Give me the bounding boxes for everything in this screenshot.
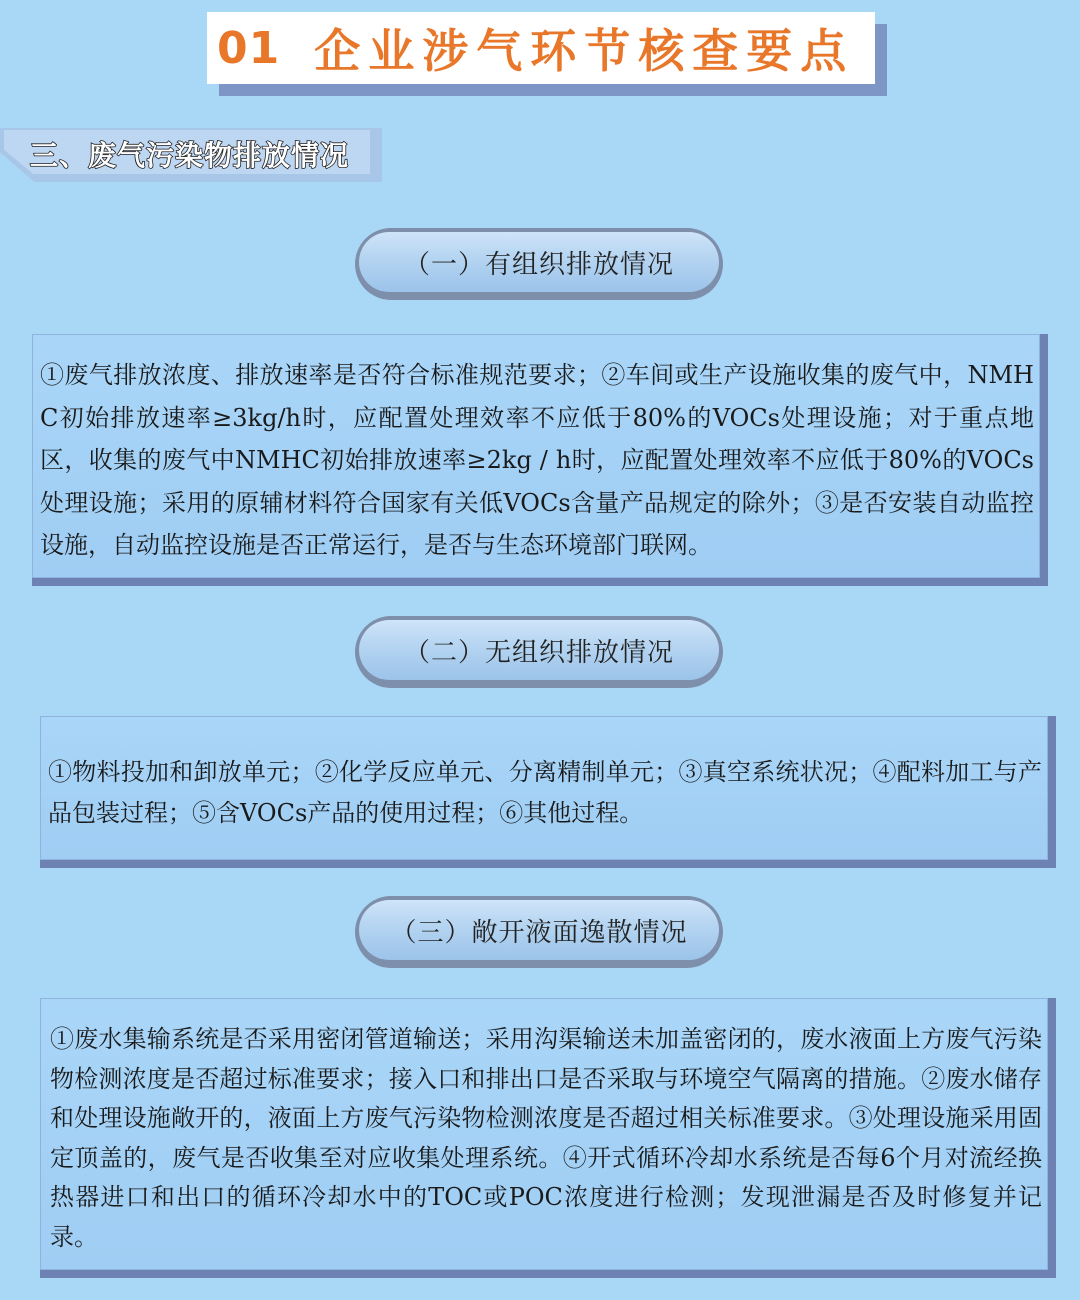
subsection-heading-fugitive bbox=[355, 616, 723, 688]
content-text-organized: ①废气排放浓度、排放速率是否符合标准规范要求；②车间或生产设施收集的废气中，NMHC初始排放速率≥3kg/h时，应配置处理效率不应低于80%的VOCs处理设施；对于重点地区，收集的废气中NMHC初始排放速率≥2kg / h时，应配置处理效率不应低于80%的VOCs处理设施；采用的原辅材料符合国家有关低VOCs含量产品规定的除外；③是否安装自动监控设施，自动监控设施是否正常运行，是否与生态环境部门联网。 bbox=[40, 361, 1034, 559]
content-box-fugitive bbox=[40, 716, 1056, 868]
content-text-fugitive: ①物料投加和卸放单元；②化学反应单元、分离精制单元；③真空系统状况；④配料加工与产品包装过程；⑤含VOCs产品的使用过程；⑥其他过程。 bbox=[48, 758, 1042, 827]
pill-face bbox=[359, 900, 719, 960]
subsection-heading-text: （二）无组织排放情况 bbox=[403, 637, 674, 668]
content-text-open-liquid: ①废水集输系统是否采用密闭管道输送；采用沟渠输送未加盖密闭的，废水液面上方废气污染物检测浓度是否超过标准要求；接入口和排出口是否采取与环境空气隔离的措施。②废水储存和处理设施敞开的，液面上方废气污染物检测浓度是否超过相关标准要求。③处理设施采用固定顶盖的，废气是否收集至对应收集处理系统。④开式循环冷却水系统是否每6个月对流经换热器进口和出口的循环冷却水中的TOC或POC浓度进行检测；发现泄漏是否及时修复并记录。 bbox=[50, 1025, 1042, 1251]
subsection-heading-open-liquid bbox=[355, 896, 723, 968]
pill-face bbox=[359, 620, 719, 680]
title-banner bbox=[207, 12, 875, 84]
subsection-heading-organized bbox=[355, 228, 723, 300]
pill-face bbox=[359, 232, 719, 292]
content-box-organized bbox=[32, 334, 1048, 586]
subsection-heading-text: （三）敞开液面逸散情况 bbox=[390, 917, 688, 948]
content-box-open-liquid bbox=[40, 998, 1056, 1278]
page-title: 企业涉气环节核查要点 bbox=[314, 24, 855, 78]
title-number: 01 bbox=[217, 22, 281, 74]
section-heading: 三、废气污染物排放情况 bbox=[30, 139, 350, 172]
subsection-heading-text: （一）有组织排放情况 bbox=[403, 249, 674, 280]
